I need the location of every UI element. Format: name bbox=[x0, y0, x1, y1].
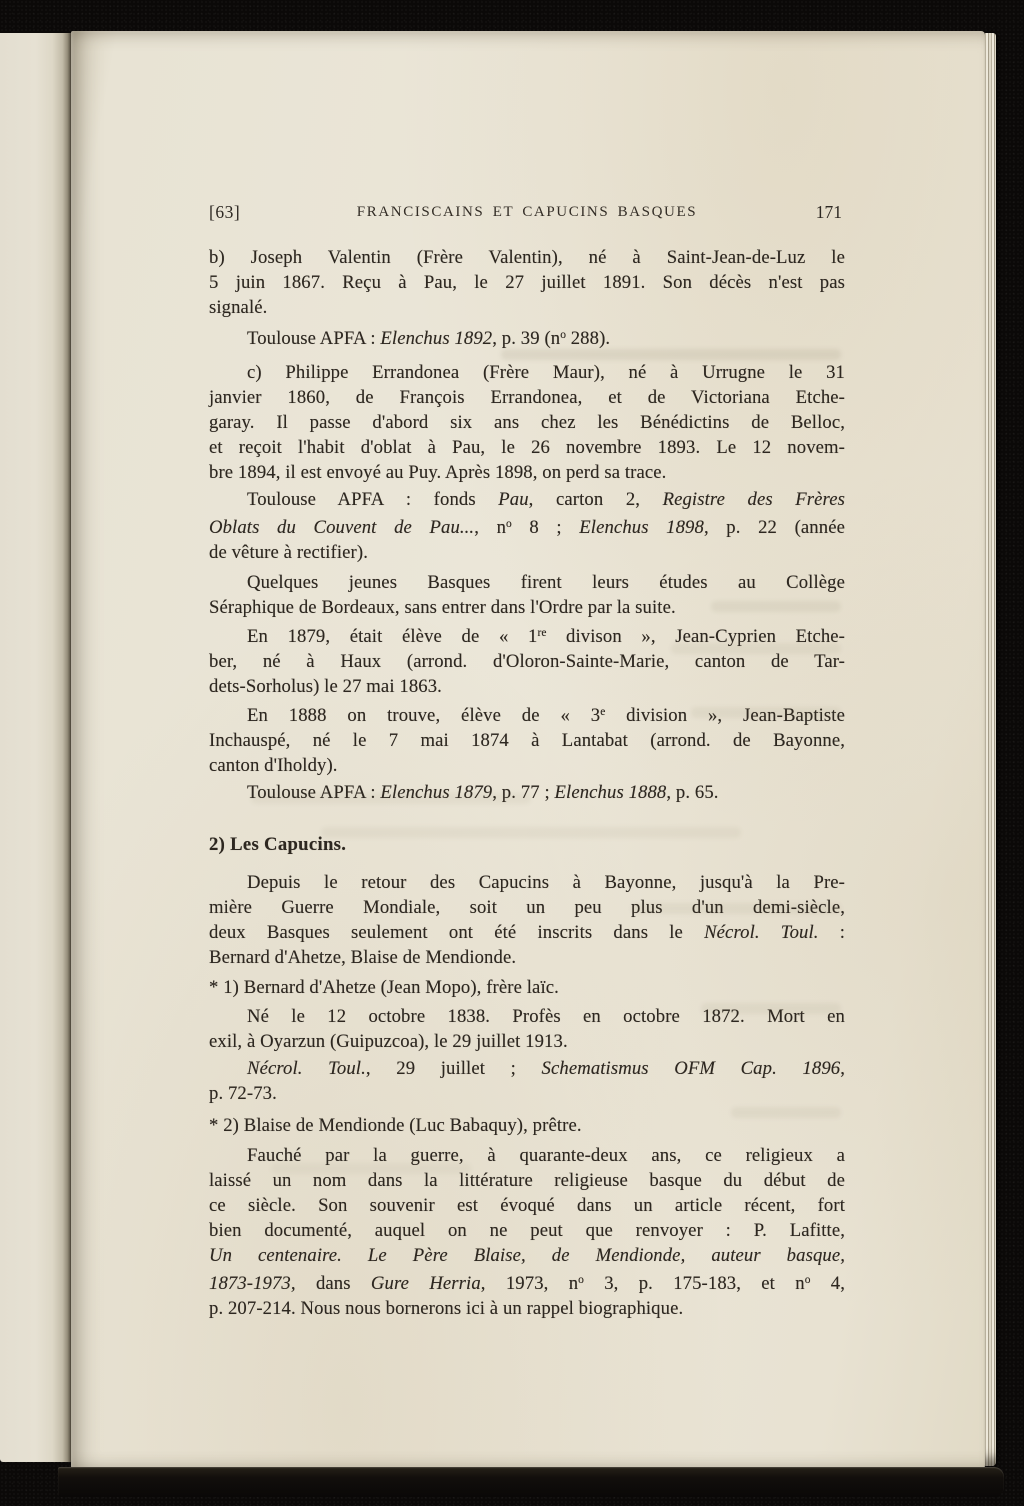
text-segment: e bbox=[600, 706, 606, 718]
text-segment: Registre des Frères bbox=[662, 489, 845, 510]
text-segment: Fauché par la guerre, à quarante-deux ans, ce religieux a bbox=[247, 1145, 845, 1166]
text-segment: Nécrol. Toul. bbox=[247, 1058, 366, 1079]
text-segment: 2) Les Capucins. bbox=[209, 834, 347, 855]
show-through-ghost bbox=[691, 707, 841, 718]
text-segment: ber, né à Haux (arrond. d'Oloron-Sainte-Marie, canton de Tar- bbox=[209, 651, 845, 672]
text-segment: 8 ; bbox=[511, 517, 580, 538]
text-segment: Gure Herria bbox=[370, 1273, 481, 1294]
text-segment: , p. 22 (année bbox=[703, 517, 845, 538]
text-segment: deux Basques seulement ont été inscrits dans le bbox=[209, 922, 705, 943]
text-line bbox=[209, 245, 845, 270]
text-line bbox=[209, 1029, 845, 1054]
text-segment: Quelques jeunes Basques firent leurs études au Collège bbox=[247, 572, 845, 593]
text-segment: , p. 65. bbox=[666, 782, 719, 803]
text-line bbox=[209, 753, 845, 778]
text-segment: Toulouse APFA : fonds bbox=[247, 489, 499, 510]
text-line bbox=[209, 270, 845, 295]
text-segment: Elenchus 1879 bbox=[380, 782, 493, 803]
text-line bbox=[209, 295, 845, 320]
body-paragraph bbox=[209, 870, 845, 970]
page-header bbox=[209, 201, 845, 225]
body-paragraph bbox=[209, 570, 845, 620]
text-segment: de vêture à rectifier). bbox=[209, 542, 368, 563]
text-segment: dets-Sorholus) le 27 mai 1863. bbox=[209, 676, 442, 697]
text-line bbox=[209, 487, 845, 512]
text-line bbox=[209, 1243, 845, 1268]
body-paragraph bbox=[209, 245, 845, 320]
text-segment: division », Jean-Baptiste bbox=[605, 705, 845, 726]
text-line bbox=[209, 385, 845, 410]
text-line bbox=[209, 945, 845, 970]
text-segment: Elenchus 1888 bbox=[554, 782, 667, 803]
text-line bbox=[209, 360, 845, 385]
page-content bbox=[209, 245, 845, 1321]
text-segment: garay. Il passe d'abord six ans chez les Bénédictins de Belloc, bbox=[209, 412, 845, 433]
article-folio-number: [63] bbox=[209, 202, 241, 222]
text-line bbox=[209, 870, 845, 895]
text-segment: bien documenté, auquel on ne peut que renvoyer : P. Lafitte, bbox=[209, 1220, 845, 1241]
text-segment: laissé un nom dans la littérature religieuse basque du début de bbox=[209, 1170, 845, 1191]
text-segment: Toulouse APFA : bbox=[247, 328, 381, 349]
page-number: 171 bbox=[815, 202, 842, 222]
text-line bbox=[209, 1296, 845, 1321]
text-segment: Bernard d'Ahetze, Blaise de Mendionde. bbox=[209, 947, 517, 968]
text-segment: Pau bbox=[498, 489, 529, 510]
text-segment: En 1879, était élève de « 1 bbox=[247, 626, 538, 647]
text-line bbox=[209, 1056, 845, 1081]
text-segment: , n bbox=[474, 517, 507, 538]
text-line bbox=[209, 920, 845, 945]
text-line bbox=[209, 570, 845, 595]
text-segment: 5 juin 1867. Reçu à Pau, le 27 juillet 1891. Son décès n'est pas bbox=[209, 272, 845, 293]
text-segment: : bbox=[818, 922, 845, 943]
text-segment: Un centenaire. Le Père Blaise, de Mendionde, auteur basque, bbox=[209, 1245, 845, 1266]
text-segment: p. 72-73. bbox=[209, 1083, 277, 1104]
text-segment: , carton 2, bbox=[528, 489, 663, 510]
text-segment: , p. 39 (n bbox=[492, 328, 561, 349]
text-segment: Elenchus 1892 bbox=[380, 328, 493, 349]
show-through-ghost bbox=[251, 793, 531, 804]
text-segment: b) Joseph Valentin (Frère Valentin), né à Saint-Jean-de-Luz le bbox=[209, 247, 845, 268]
body-paragraph bbox=[209, 621, 845, 699]
show-through-ghost bbox=[701, 1003, 841, 1014]
text-segment: mière Guerre Mondiale, soit un peu plus d'un demi-siècle, bbox=[209, 897, 845, 918]
entry-heading bbox=[209, 975, 845, 1000]
page-fore-edge-stack bbox=[985, 33, 996, 1466]
reference-paragraph bbox=[209, 1056, 845, 1106]
text-segment: divison », Jean-Cyprien Etche- bbox=[546, 626, 846, 647]
show-through-ghost bbox=[731, 1107, 841, 1118]
show-through-ghost bbox=[501, 349, 841, 360]
show-through-ghost bbox=[271, 1163, 471, 1174]
reference-paragraph bbox=[209, 487, 845, 565]
text-segment: Nécrol. Toul. bbox=[704, 922, 819, 943]
reference-paragraph bbox=[209, 323, 845, 351]
text-line bbox=[209, 1218, 845, 1243]
text-line bbox=[209, 410, 845, 435]
text-segment: Oblats du Couvent de Pau... bbox=[209, 517, 475, 538]
text-segment: ce siècle. Son souvenir est évoqué dans un article récent, fort bbox=[209, 1195, 845, 1216]
text-segment: et reçoit l'habit d'oblat à Pau, le 26 novembre 1893. Le 12 novem- bbox=[209, 437, 845, 458]
text-segment: * 2) Blaise de Mendionde (Luc Babaquy), prêtre. bbox=[209, 1115, 582, 1136]
text-segment: dans bbox=[295, 1273, 371, 1294]
text-segment: c) Philippe Errandonea (Frère Maur), né à Urrugne le 31 bbox=[247, 362, 845, 383]
text-line bbox=[209, 540, 845, 565]
text-segment: Toulouse APFA : bbox=[247, 782, 381, 803]
text-segment: Séraphique de Bordeaux, sans entrer dans l'Ordre par la suite. bbox=[209, 597, 676, 618]
text-segment: , bbox=[840, 1058, 845, 1079]
text-line bbox=[209, 460, 845, 485]
text-line bbox=[209, 1268, 845, 1296]
text-segment: Inchauspé, né le 7 mai 1874 à Lantabat (arrond. de Bayonne, bbox=[209, 730, 845, 751]
text-segment: o bbox=[578, 1274, 584, 1286]
text-segment: Schematismus OFM Cap. 1896 bbox=[541, 1058, 841, 1079]
show-through-ghost bbox=[671, 643, 841, 654]
text-segment: Elenchus 1898 bbox=[579, 517, 704, 538]
show-through-ghost bbox=[631, 903, 841, 914]
body-paragraph bbox=[209, 360, 845, 485]
text-line bbox=[209, 323, 845, 351]
text-segment: exil, à Oyarzun (Guipuzcoa), le 29 juillet 1913. bbox=[209, 1031, 568, 1052]
text-segment: o bbox=[506, 518, 512, 530]
text-line bbox=[209, 1193, 845, 1218]
text-line bbox=[209, 1081, 845, 1106]
text-line bbox=[209, 728, 845, 753]
text-segment: o bbox=[804, 1274, 811, 1286]
text-segment: * 1) Bernard d'Ahetze (Jean Mopo), frère laïc. bbox=[209, 977, 559, 998]
text-segment: En 1888 on trouve, élève de « 3 bbox=[247, 705, 601, 726]
text-segment: 1873-1973, bbox=[209, 1273, 296, 1294]
text-line bbox=[209, 512, 845, 540]
book-page bbox=[71, 31, 985, 1468]
text-segment: Né le 12 octobre 1838. Profès en octobre 1872. Mort en bbox=[247, 1006, 845, 1027]
text-segment: 288). bbox=[565, 328, 611, 349]
text-line bbox=[209, 674, 845, 699]
text-segment: bre 1894, il est envoyé au Puy. Après 1898, on perd sa trace. bbox=[209, 462, 667, 483]
text-segment: canton d'Iholdy). bbox=[209, 755, 338, 776]
book-cover bbox=[58, 1467, 1004, 1497]
text-segment: re bbox=[537, 627, 547, 639]
text-line bbox=[209, 975, 845, 1000]
show-through-ghost bbox=[711, 601, 841, 612]
text-segment: janvier 1860, de François Errandonea, et de Victoriana Etche- bbox=[209, 387, 845, 408]
facing-page-edge bbox=[0, 33, 71, 1462]
text-segment: 4, bbox=[810, 1273, 845, 1294]
text-segment: Depuis le retour des Capucins à Bayonne, jusqu'à la Pre- bbox=[247, 872, 845, 893]
text-segment: , 1973, n bbox=[480, 1273, 579, 1294]
text-segment: , p. 77 ; bbox=[492, 782, 555, 803]
show-through-ghost bbox=[321, 827, 741, 838]
text-segment: p. 207-214. Nous nous bornerons ici à un rappel biographique. bbox=[209, 1298, 684, 1319]
text-segment: , 29 juillet ; bbox=[365, 1058, 542, 1079]
text-segment: 3, p. 175-183, et n bbox=[583, 1273, 805, 1294]
text-segment: signalé. bbox=[209, 297, 268, 318]
running-title: FRANCISCAINS ET CAPUCINS BASQUES bbox=[356, 204, 698, 220]
text-segment: o bbox=[560, 329, 566, 341]
text-line bbox=[209, 435, 845, 460]
